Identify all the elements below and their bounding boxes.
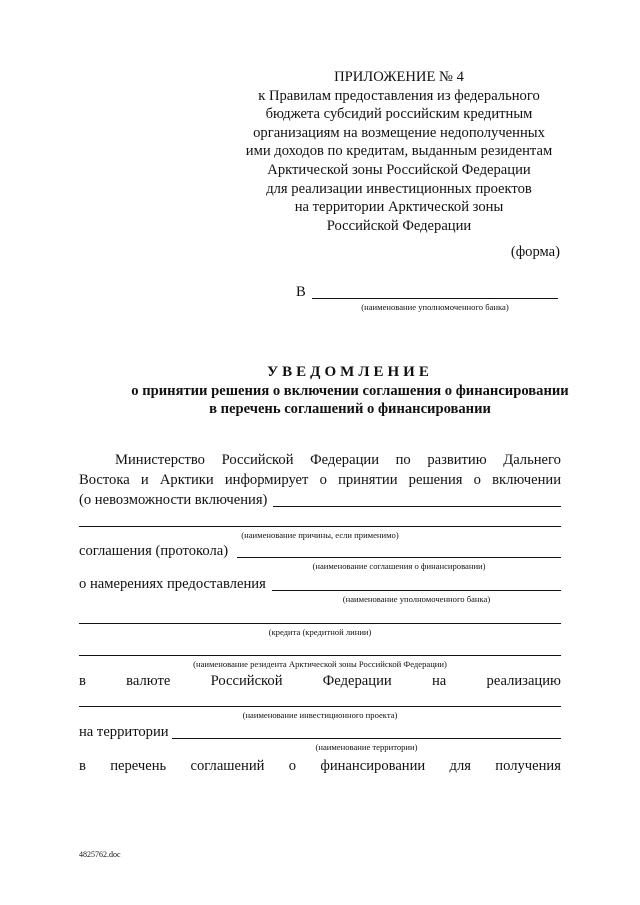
document-subtitle-line: в перечень соглашений о финансировании xyxy=(209,401,491,417)
project-fill-line xyxy=(79,706,561,707)
appendix-line: ими доходов по кредитам, выданным резидентам xyxy=(245,143,553,160)
word: Федерации xyxy=(310,452,380,468)
reason-fill-line xyxy=(79,526,561,527)
word: в xyxy=(79,673,86,689)
agreement-fill-line xyxy=(237,557,561,558)
reason-caption: (наименование причины, если применимо) xyxy=(241,530,399,540)
word: на xyxy=(431,673,447,689)
territory-fill-line xyxy=(172,738,561,739)
addressee-prefix: В xyxy=(296,284,306,300)
word: Российской xyxy=(210,673,283,689)
resident-caption: (наименование резидента Арктической зоны Российской Федерации) xyxy=(193,659,447,669)
appendix-line: к Правилам предоставления из федерального xyxy=(258,87,540,104)
word: соглашений xyxy=(190,758,265,774)
territory-caption: (наименование территории) xyxy=(315,742,418,752)
form-label: (форма) xyxy=(510,244,560,260)
word: реализацию xyxy=(486,673,561,689)
currency-line xyxy=(79,673,561,690)
addressee-caption: (наименование уполномоченного банка) xyxy=(361,302,509,312)
word: о xyxy=(288,758,297,774)
territory-label: на территории xyxy=(79,724,169,740)
list-line xyxy=(79,758,561,775)
word: Российской xyxy=(221,452,294,468)
document-subtitle-line: о принятии решения о включении соглашения о финансировании xyxy=(131,383,569,399)
credit-fill-line xyxy=(79,623,561,624)
word: валюте xyxy=(126,673,171,689)
resident-fill-line xyxy=(79,655,561,656)
appendix-line: Российской Федерации xyxy=(326,217,472,234)
word: Дальнего xyxy=(503,452,561,468)
word: Федерации xyxy=(322,673,392,689)
intent-caption: (наименование уполномоченного банка) xyxy=(342,594,491,604)
para1-line1 xyxy=(115,452,561,469)
word: и xyxy=(140,472,149,488)
word: решения xyxy=(408,472,463,488)
intent-fill-line xyxy=(272,590,561,591)
word: развитию xyxy=(427,452,487,468)
agreement-caption: (наименование соглашения о финансировании) xyxy=(312,561,486,571)
intent-label: о намерениях предоставления xyxy=(79,576,266,592)
credit-caption: (кредита (кредитной линии) xyxy=(268,627,372,637)
appendix-line: бюджета субсидий российским кредитным xyxy=(265,106,533,123)
word: для xyxy=(449,758,471,774)
word: о xyxy=(319,472,327,488)
addressee-fill-line xyxy=(312,298,558,299)
word: Арктики xyxy=(159,472,214,488)
appendix-line: Арктической зоны Российской Федерации xyxy=(267,161,531,178)
agreement-label: соглашения (протокола) xyxy=(79,543,229,559)
word: о xyxy=(473,472,481,488)
word: включении xyxy=(492,472,561,488)
word: в xyxy=(79,758,86,774)
appendix-line: для реализации инвестиционных проектов xyxy=(266,180,532,197)
word: Министерство xyxy=(115,452,205,468)
document-title: УВЕДОМЛЕНИЕ xyxy=(267,364,433,380)
appendix-line: на территории Арктической зоны xyxy=(294,199,504,216)
word: информирует xyxy=(224,472,309,488)
project-caption: (наименование инвестиционного проекта) xyxy=(242,710,398,720)
para1-line3: (о невозможности включения) xyxy=(79,492,268,508)
word: финансировании xyxy=(320,758,426,774)
appendix-line: организациям на возмещение недополученных xyxy=(253,124,545,141)
word: по xyxy=(395,452,411,468)
word: Востока xyxy=(79,472,130,488)
file-name-footer: 4825762.doc xyxy=(79,850,121,859)
appendix-line: ПРИЛОЖЕНИЕ № 4 xyxy=(334,69,464,85)
word: получения xyxy=(495,758,561,774)
word: перечень xyxy=(110,758,167,774)
appendix-header xyxy=(220,68,578,235)
word: принятии xyxy=(338,472,398,488)
fill-line xyxy=(273,506,561,507)
para1-line2 xyxy=(79,472,561,489)
